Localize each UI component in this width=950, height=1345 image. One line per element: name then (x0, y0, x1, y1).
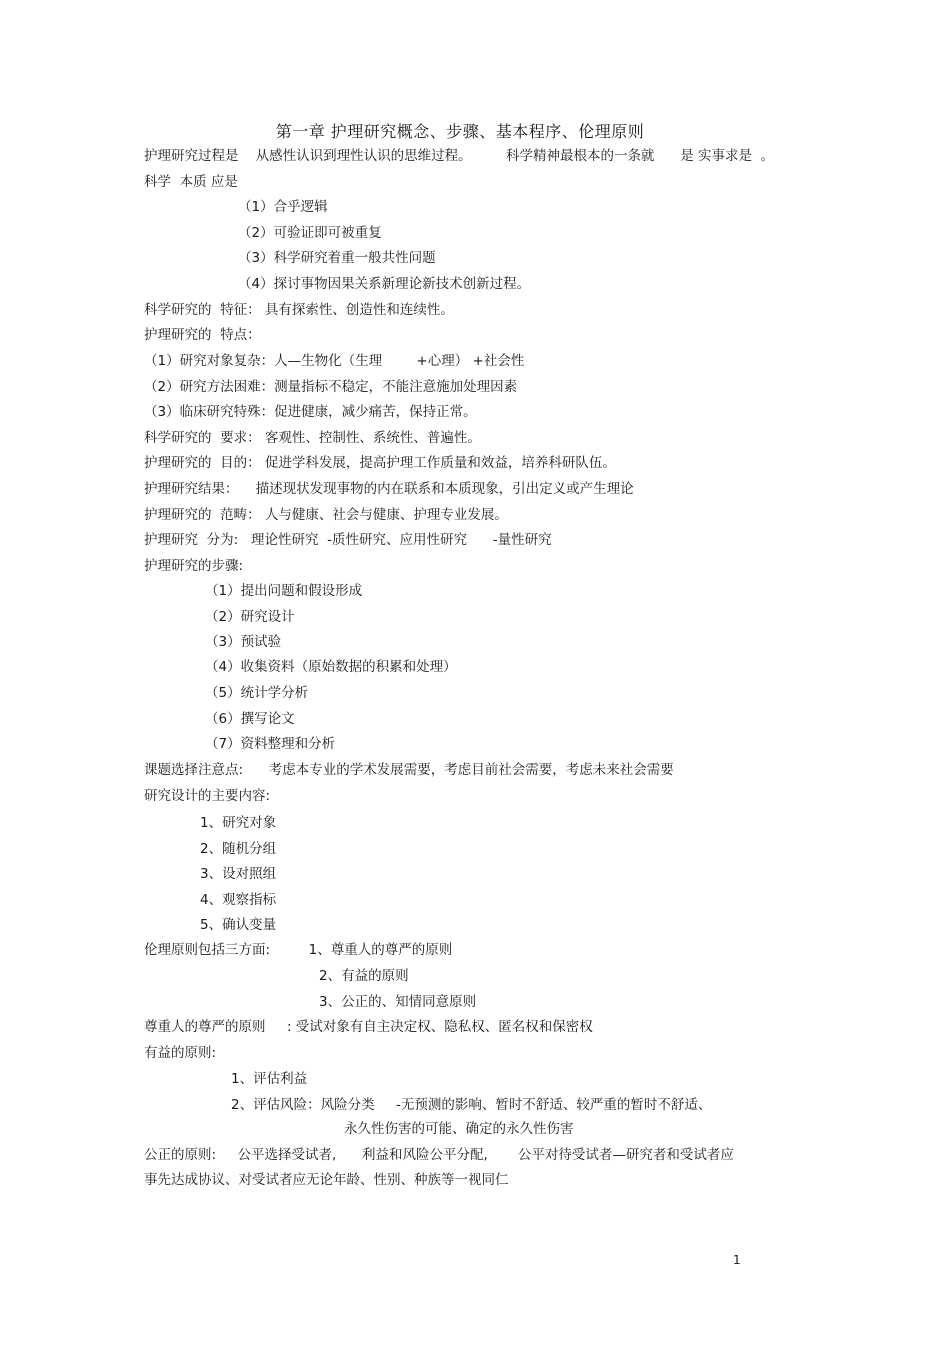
list-item: （5）统计学分析 (205, 685, 309, 701)
text-line: 课题选择注意点: 考虑本专业的学术发展需要，考虑目前社会需要，考虑未来社会需要 (144, 762, 674, 778)
list-item: 2、随机分组 (200, 841, 277, 857)
list-item: 1、研究对象 (200, 815, 277, 831)
list-item: （1）合乎逻辑 (238, 199, 328, 215)
text-line: 护理研究过程是 从感性认识到理性认识的思维过程。 科学精神最根本的一条就 是 实事求是 。 (144, 148, 775, 164)
text-line: 护理研究的 范畴： 人与健康、社会与健康、护理专业发展。 (144, 507, 508, 523)
list-item: 3、设对照组 (200, 866, 277, 882)
list-item: （1）提出问题和假设形成 (205, 583, 363, 599)
list-item: 1、评估利益 (231, 1071, 308, 1087)
list-item: （1）研究对象复杂：人—生物化（生理 +心理） +社会性 (144, 353, 525, 369)
text-line: 护理研究结果： 描述现状发现事物的内在联系和本质现象，引出定义或产生理论 (144, 481, 634, 497)
text-line: 事先达成协议、对受试者应无论年龄、性别、种族等一视同仁 (144, 1172, 509, 1188)
page-number: 1 (733, 1253, 741, 1267)
text-line: 永久性伤害的可能、确定的永久性伤害 (344, 1121, 574, 1137)
text-line: 伦理原则包括三方面: 1、尊重人的尊严的原则 (144, 942, 453, 958)
list-item: （2）研究设计 (205, 609, 295, 625)
list-item: （3）预试验 (205, 634, 282, 650)
text-line: 护理研究 分为: 理论性研究 -质性研究、应用性研究 -量性研究 (144, 532, 552, 548)
list-item: （3）科学研究着重一般共性问题 (238, 250, 436, 266)
list-item: 2、评估风险：风险分类 -无预测的影响、暂时不舒适、较严重的暂时不舒适、 (231, 1097, 712, 1113)
list-item: （4）探讨事物因果关系新理论新技术创新过程。 (238, 276, 531, 292)
text-line: 研究设计的主要内容: (144, 788, 271, 804)
list-item: 3、公正的、知情同意原则 (319, 994, 477, 1010)
text-line: 有益的原则: (144, 1045, 217, 1061)
text-line: 护理研究的步骤: (144, 558, 244, 574)
list-item: （3）临床研究特殊：促进健康，减少痛苦，保持正常。 (144, 404, 477, 420)
list-item: 4、观察指标 (200, 892, 277, 908)
text-line: 科学研究的 要求： 客观性、控制性、系统性、普遍性。 (144, 430, 481, 446)
list-item: 2、有益的原则 (319, 968, 409, 984)
list-item: （6）撰写论文 (205, 711, 295, 727)
text-line: 尊重人的尊严的原则 : 受试对象有自主决定权、隐私权、匿名权和保密权 (144, 1019, 593, 1035)
text-line: 科学 本质 应是 (144, 174, 238, 190)
text-line: 科学研究的 特征： 具有探索性、创造性和连续性。 (144, 302, 454, 318)
text-line: 护理研究的 目的： 促进学科发展，提高护理工作质量和效益，培养科研队伍。 (144, 455, 616, 471)
list-item: （2）可验证即可被重复 (238, 225, 382, 241)
text-line: 公正的原则: 公平选择受试者, 利益和风险公平分配, 公平对待受试者—研究者和受试者应 (144, 1147, 734, 1163)
chapter-title: 第一章 护理研究概念、步骤、基本程序、伦理原则 (275, 122, 645, 141)
list-item: （7）资料整理和分析 (205, 736, 336, 752)
text-line: 护理研究的 特点： (144, 327, 261, 343)
list-item: 5、确认变量 (200, 917, 277, 933)
list-item: （2）研究方法困难：测量指标不稳定，不能注意施加处理因素 (144, 379, 518, 395)
list-item: （4）收集资料（原始数据的积累和处理） (205, 659, 457, 675)
